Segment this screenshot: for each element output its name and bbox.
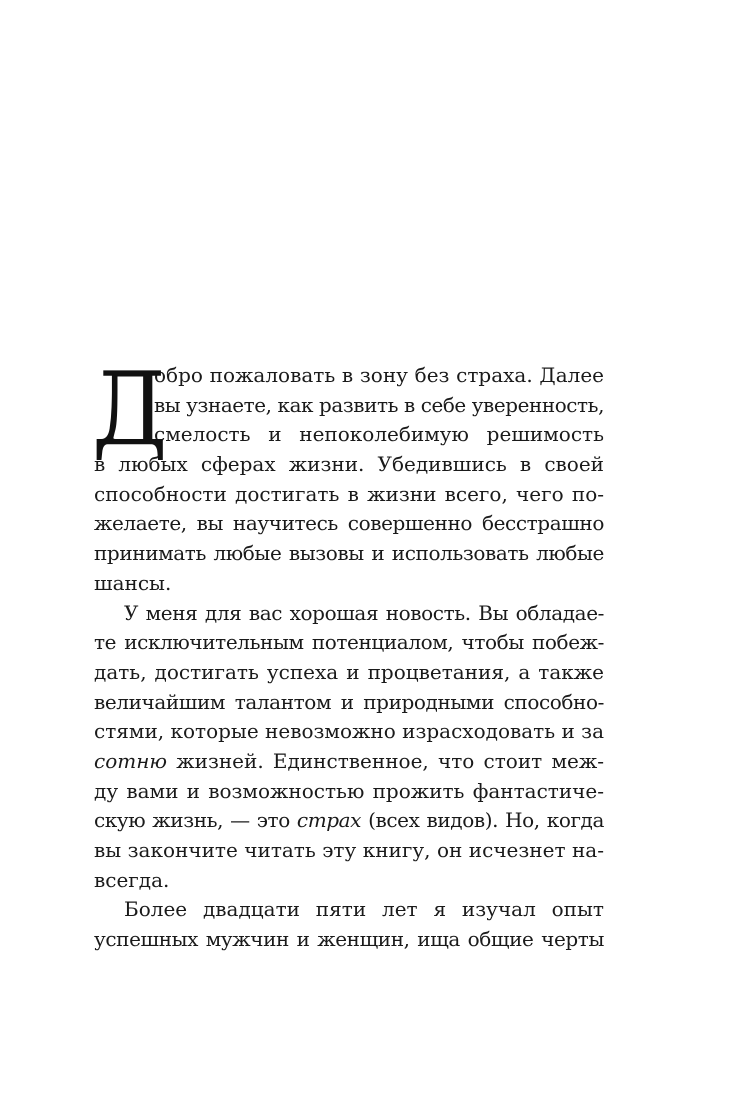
- text-line: [94, 806, 604, 836]
- text-line: способности достигать в жизни всего, чего по-: [94, 481, 604, 506]
- text-line: желаете, вы научитесь совершенно бесстрашно: [94, 511, 604, 536]
- paragraph-2: [94, 599, 604, 896]
- text-fragment: жизней. Единственное, что стоит меж-: [167, 748, 604, 773]
- paragraph-1: [92, 350, 605, 599]
- text-line: всегда.: [94, 867, 170, 892]
- text-line: те исключительным потенциалом, чтобы побеж-: [94, 630, 604, 655]
- text-line: успешных мужчин и женщин, ища общие черты: [94, 927, 604, 952]
- text-line: обро пожаловать в зону без страха. Далее: [154, 363, 604, 387]
- text-line: Более двадцати пяти лет я изучал опыт: [124, 897, 604, 922]
- text-line: шансы.: [94, 570, 172, 595]
- text-line: вы узнаете, как развить в себе уверенность,: [154, 393, 605, 417]
- text-line: вы закончите читать эту книгу, он исчезнет на-: [94, 838, 604, 862]
- text-line: смелость и непоколебимую решимость: [154, 422, 604, 447]
- paragraph-3: [94, 895, 604, 954]
- emphasis-text: страх: [296, 808, 362, 833]
- text-line: [94, 747, 604, 777]
- text-line: дать, достигать успеха и процветания, а также: [94, 659, 604, 684]
- text-line: принимать любые вызовы и использовать любые: [94, 541, 604, 566]
- text-line: величайшим талантом и природными способно-: [94, 689, 604, 714]
- body-text: [92, 350, 605, 955]
- text-fragment: скую жизнь, — это: [94, 808, 297, 833]
- text-line: ду вами и возможностью прожить фантастиче-: [94, 778, 604, 803]
- text-line: в любых сферах жизни. Убедившись в своей: [94, 452, 604, 477]
- emphasis-text: сотню: [94, 748, 167, 773]
- text-fragment: (всех видов). Но, когда: [361, 808, 604, 833]
- text-line: стями, которые невозможно израсходовать и за: [94, 719, 604, 744]
- text-line: У меня для вас хорошая новость. Вы обладае-: [124, 600, 604, 625]
- drop-cap: Д: [92, 350, 168, 468]
